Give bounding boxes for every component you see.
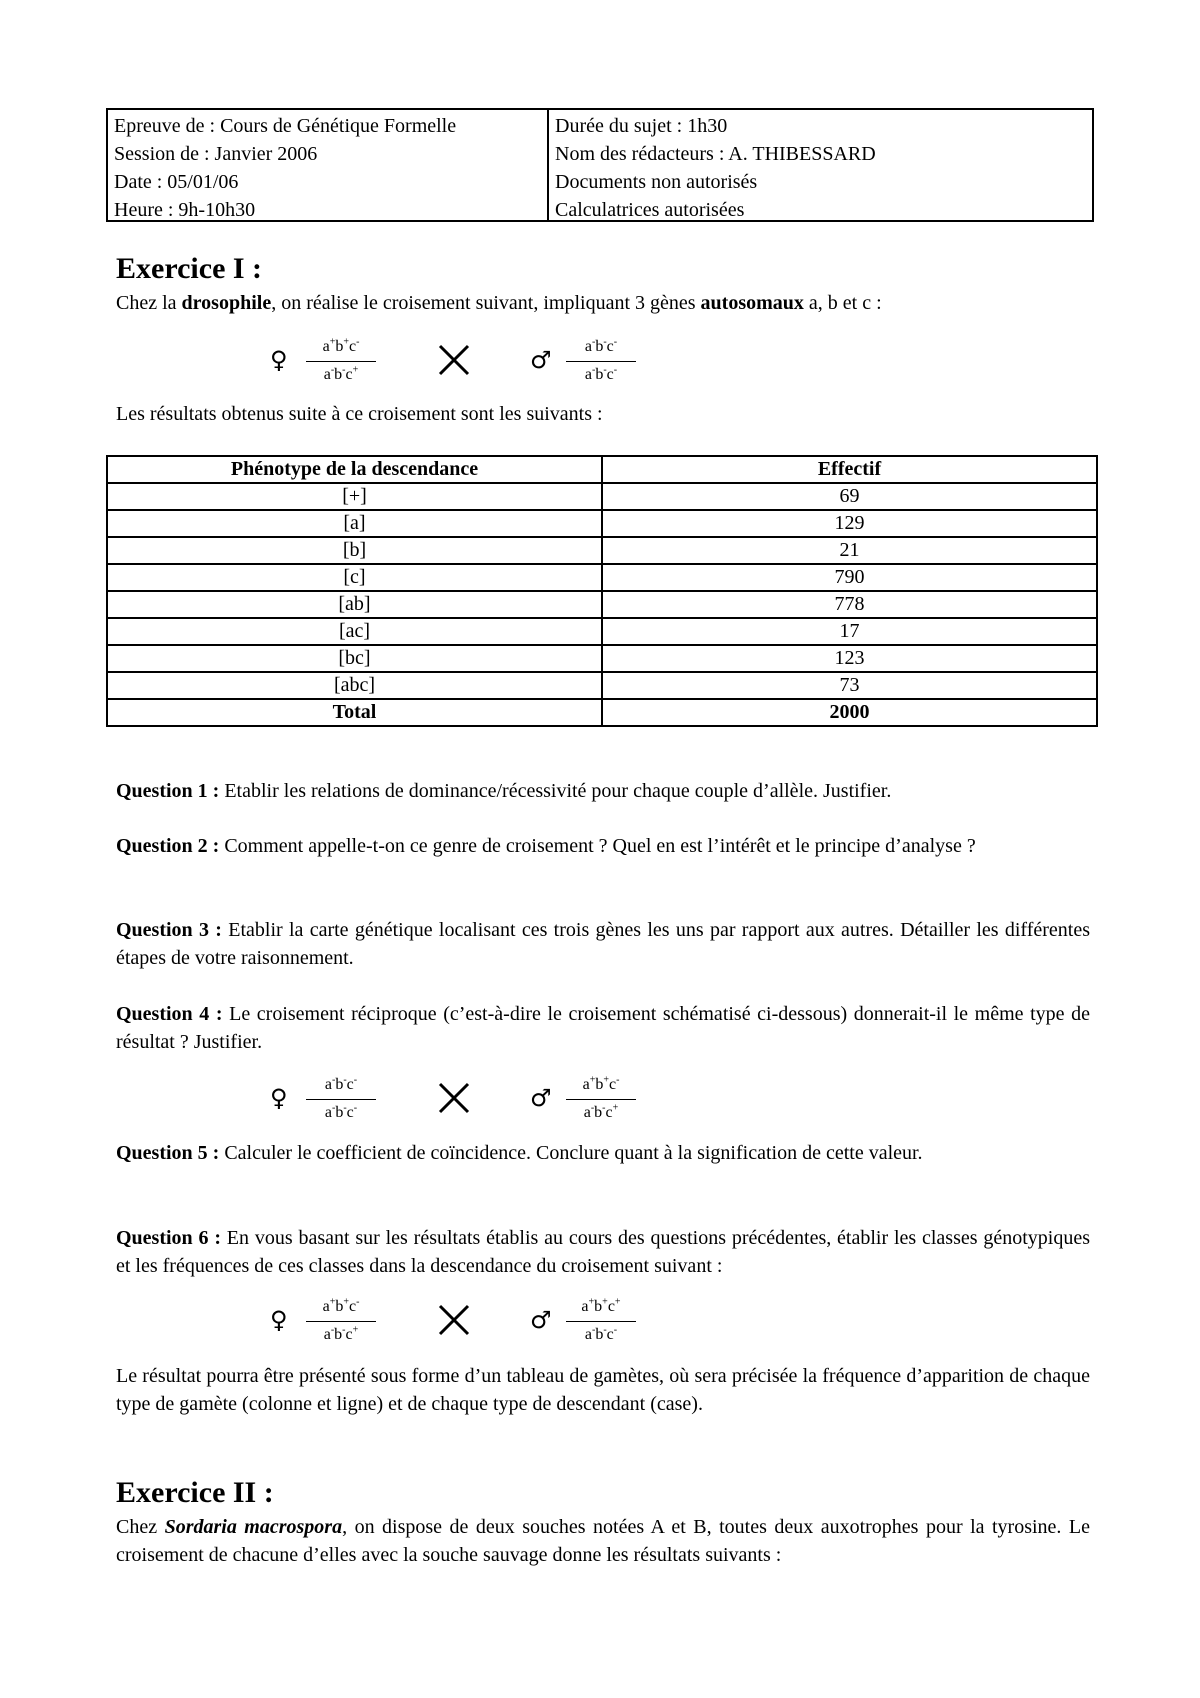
phenotype-cell: [abc] [107,672,602,699]
table-header-row [107,456,1097,483]
count-cell: 73 [602,672,1097,699]
table-header-count: Effectif [602,456,1097,483]
cross-x-icon [432,1076,476,1120]
exam-session: Session de : Janvier 2006 [114,143,318,165]
question-text: Comment appelle-t-on ce genre de croisement ? Quel en est l’intérêt et le principe d’analyse ? [219,835,976,857]
count-cell: 129 [602,510,1097,537]
exercise-1-title: Exercice I : [116,252,263,285]
count-cell: 69 [602,483,1097,510]
question-label: Question 6 : [116,1227,221,1249]
female-genotype: $\frac{a^-b^-c^-}{a^-b^-c^-}$ [306,1072,376,1126]
female-genotype: $\frac{a^+b^+c^-}{a^-b^-c^+}$ [306,1294,376,1348]
female-symbol-icon: ♀ [270,1084,288,1112]
exam-info-right [549,110,1092,220]
phenotype-cell: [b] [107,537,602,564]
question-text: Etablir les relations de dominance/récessivité pour chaque couple d’allèle. Justifier. [219,780,892,802]
question-label: Question 5 : [116,1142,220,1164]
results-table [106,455,1098,727]
male-symbol-icon: ♂ [530,1084,552,1112]
total-label: Total [107,699,602,726]
exam-authors: Nom des rédacteurs : A. THIBESSARD [555,143,876,165]
intro-text: Chez [116,1516,165,1538]
intro-text: a, b et c : [803,292,882,314]
exercise-2-intro [116,1513,1090,1569]
cross-formula-1 [270,332,670,392]
table-total-row [107,699,1097,726]
cross-x-icon [432,338,476,382]
exercise-1-conclusion: Le résultat pourra être présenté sous forme d’un tableau de gamètes, où sera précisée la fréquence d’apparition de chaque type de gamète (colonne et ligne) et de chaque type de descendant (case). [116,1365,1090,1415]
species-name: Sordaria macrospora [164,1516,343,1538]
intro-text: Chez la [116,292,182,314]
table-row [107,618,1097,645]
cross-formula-2 [270,1070,670,1130]
exercise-1-intro [116,289,1090,317]
question-5 [116,1139,1090,1167]
question-3 [116,916,1090,972]
exam-info-left [108,110,549,220]
exam-subject: Epreuve de : Cours de Génétique Formelle [114,115,457,137]
question-label: Question 1 : [116,780,220,802]
exam-time: Heure : 9h-10h30 [114,199,256,221]
cross-x-icon [432,1298,476,1342]
table-row [107,537,1097,564]
count-cell: 21 [602,537,1097,564]
female-genotype: $\frac{a^+b^+c^-}{a^-b^-c^+}$ [306,334,376,388]
results-intro: Les résultats obtenus suite à ce croisement sont les suivants : [116,403,603,425]
count-cell: 778 [602,591,1097,618]
table-row [107,510,1097,537]
intro-text: , on dispose de deux souches notées A et B, toutes deux auxotrophes pour la tyrosine. Le croisement de chacune d’elles avec la souche sauvage donne les résultats suivants : [116,1516,1091,1566]
exam-date: Date : 05/01/06 [114,171,239,193]
question-6 [116,1224,1090,1280]
table-row [107,645,1097,672]
question-4 [116,1000,1090,1056]
question-text: Le croisement réciproque (c’est-à-dire le croisement schématisé ci-dessous) donnerait-il le même type de résultat ? Justifier. [116,1003,1090,1053]
intro-text: , on réalise le croisement suivant, impliquant 3 gènes [271,292,701,314]
cross-formula-3 [270,1292,670,1352]
exercise-2-title: Exercice II : [116,1476,274,1509]
count-cell: 123 [602,645,1097,672]
exam-header-box [106,108,1094,222]
phenotype-cell: [ac] [107,618,602,645]
phenotype-cell: [a] [107,510,602,537]
male-genotype: $\frac{a^+b^+c^-}{a^-b^-c^+}$ [566,1072,636,1126]
exam-calculators: Calculatrices autorisées [555,199,745,221]
question-label: Question 4 : [116,1003,223,1025]
exam-duration: Durée du sujet : 1h30 [555,115,728,137]
male-genotype: $\frac{a^+b^+c^+}{a^-b^-c^-}$ [566,1294,636,1348]
table-row [107,672,1097,699]
phenotype-cell: [c] [107,564,602,591]
question-2 [116,832,1090,860]
question-1 [116,777,1090,805]
male-genotype: $\frac{a^-b^-c^-}{a^-b^-c^-}$ [566,334,636,388]
question-label: Question 2 : [116,835,220,857]
intro-bold-term: autosomaux [700,292,804,314]
phenotype-cell: [+] [107,483,602,510]
question-text: Calculer le coefficient de coïncidence. Conclure quant à la signification de cette valeur. [219,1142,923,1164]
male-symbol-icon: ♂ [530,346,552,374]
table-header-phenotype: Phénotype de la descendance [107,456,602,483]
count-cell: 790 [602,564,1097,591]
exam-documents: Documents non autorisés [555,171,758,193]
total-value: 2000 [602,699,1097,726]
intro-bold-term: drosophile [181,292,272,314]
question-text: Etablir la carte génétique localisant ces trois gènes les uns par rapport aux autres. Détailler les différentes étapes de votre raisonnement. [116,919,1091,969]
question-text: En vous basant sur les résultats établis au cours des questions précédentes, établir les classes génotypiques et les fréquences de ces classes dans la descendance du croisement suivant : [116,1227,1090,1277]
question-label: Question 3 : [116,919,222,941]
phenotype-cell: [bc] [107,645,602,672]
female-symbol-icon: ♀ [270,1306,288,1334]
count-cell: 17 [602,618,1097,645]
phenotype-cell: [ab] [107,591,602,618]
female-symbol-icon: ♀ [270,346,288,374]
table-row [107,591,1097,618]
table-row [107,564,1097,591]
male-symbol-icon: ♂ [530,1306,552,1334]
table-row [107,483,1097,510]
